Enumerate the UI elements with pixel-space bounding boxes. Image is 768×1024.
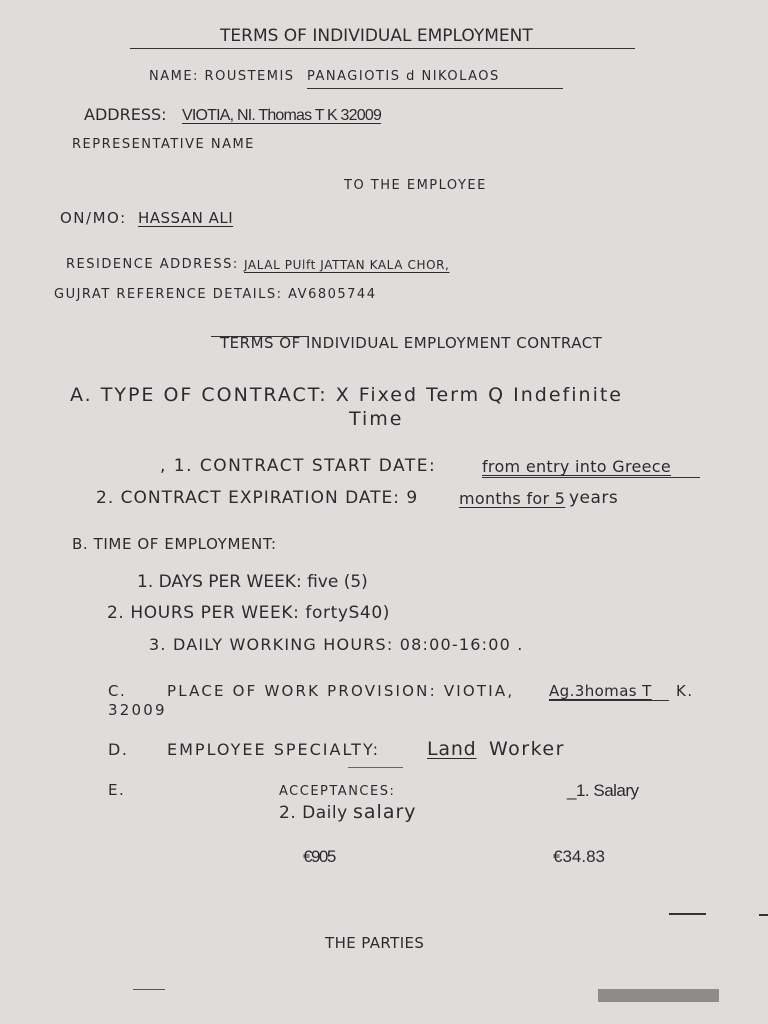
representative-label: REPRESENTATIVE NAME (72, 137, 255, 152)
hours-per-week: 2. HOURS PER WEEK: fortyS40) (107, 603, 390, 623)
parties-label: THE PARTIES (325, 934, 425, 952)
section-c-suffix: K. (676, 682, 694, 700)
section-d-rule (348, 767, 403, 768)
section-a-line2: Time (349, 408, 404, 430)
expiration-label: 2. CONTRACT EXPIRATION DATE: 9 (96, 488, 419, 508)
name-underline (307, 88, 563, 89)
start-date-underline (482, 477, 700, 478)
title-underline (130, 48, 635, 49)
expiration-value: months for 5 (459, 489, 566, 508)
section-a-line1: A. TYPE OF CONTRACT: X Fixed Term Q Indefinite (70, 384, 623, 406)
address-value: VIOTIA, NI. Thomas T K 32009 (182, 107, 382, 124)
section-d-suffix: Worker (489, 738, 565, 760)
to-employee-label: TO THE EMPLOYEE (344, 178, 487, 193)
daily-salary-prefix: 2. Daily (279, 803, 348, 823)
contract-title: TERMS OF INDIVIDUAL EMPLOYMENT CONTRACT (220, 334, 603, 352)
days-per-week: 1. DAYS PER WEEK: five (5) (137, 572, 368, 592)
address-label: ADDRESS: (84, 105, 167, 124)
residence-value: JALAL PUlft JATTAN KALA CHOR, (244, 258, 450, 272)
section-c-value: Ag.3homas T (549, 682, 652, 700)
acceptances-label: ACCEPTANCES: (279, 784, 396, 799)
section-c-text: PLACE OF WORK PROVISION: VIOTIA, (167, 682, 515, 700)
document-title: TERMS OF INDIVIDUAL EMPLOYMENT (220, 26, 533, 46)
reference-details: GUJRAT REFERENCE DETAILS: AV6805744 (54, 287, 377, 302)
start-date-label: , 1. CONTRACT START DATE: (160, 456, 437, 476)
residence-label: RESIDENCE ADDRESS: (66, 257, 239, 272)
onmo-value: HASSAN ALI (138, 209, 234, 227)
daily-working-hours: 3. DAILY WORKING HOURS: 08:00-16:00 . (149, 635, 524, 654)
section-c-label: C. (108, 682, 127, 700)
section-c-underline (549, 700, 669, 701)
name-value: PANAGIOTIS d NIKOLAOS (307, 69, 500, 84)
edge-dash (759, 914, 768, 916)
section-d-label: D. (108, 740, 129, 759)
bottom-left-mark (133, 989, 165, 990)
bottom-right-redaction (598, 989, 719, 1002)
start-date-value: from entry into Greece (482, 457, 671, 476)
onmo-label: ON/MO: (60, 209, 127, 227)
salary-item: _1. Salary (567, 781, 639, 800)
signature-dash (669, 913, 706, 915)
daily-salary-word: salary (353, 801, 417, 823)
salary-amount: €905 (303, 847, 335, 866)
daily-salary-amount: €34.83 (553, 847, 605, 866)
section-e-label: E. (108, 781, 126, 799)
section-d-text: EMPLOYEE SPECIALTY: (167, 740, 380, 759)
section-d-value: Land (427, 738, 477, 760)
expiration-suffix: years (569, 488, 619, 508)
section-b-heading: B. TIME OF EMPLOYMENT: (72, 535, 277, 553)
section-c-line2: 32009 (108, 701, 167, 719)
name-label: NAME: ROUSTEMIS (149, 69, 295, 84)
